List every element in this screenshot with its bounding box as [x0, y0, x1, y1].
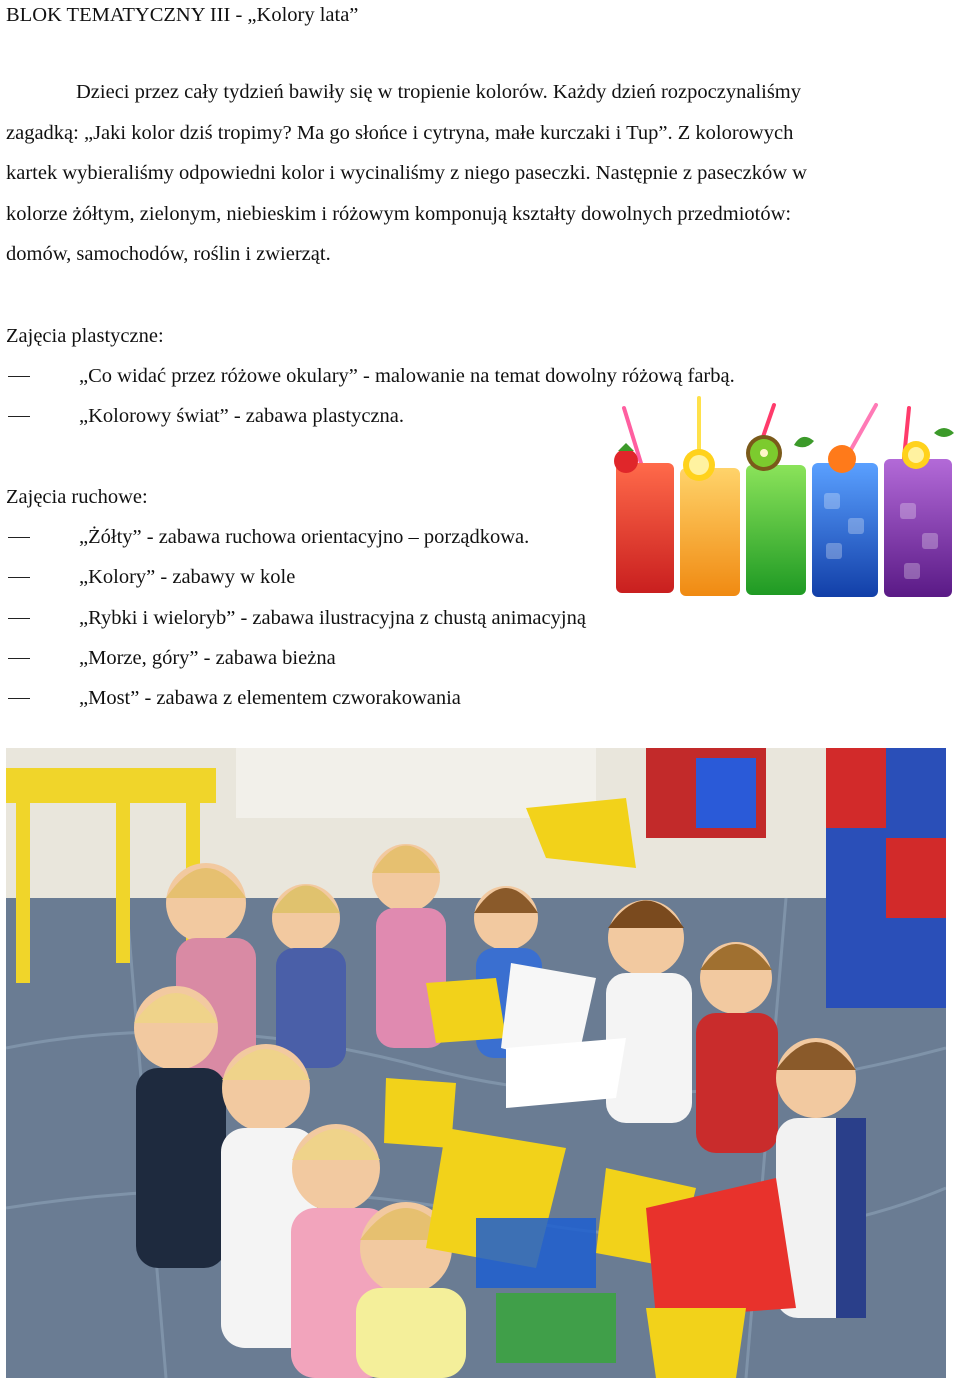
dash-bullet: [8, 618, 30, 619]
dash-bullet: [8, 698, 30, 699]
dash-bullet: [8, 658, 30, 659]
dash-bullet: [8, 416, 30, 417]
art-classes-heading: Zajęcia plastyczne:: [6, 325, 164, 347]
intro-line-1: Dzieci przez cały tydzień bawiły się w tropienie kolorów. Każdy dzień rozpoczynaliśmy: [76, 81, 802, 103]
dash-bullet: [8, 537, 30, 538]
intro-line-5: domów, samochodów, roślin i zwierząt.: [6, 243, 331, 265]
intro-line-2: zagadką: „Jaki kolor dziś tropimy? Ma go słońce i cytryna, małe kurczaki i Tup”. Z kolorowych: [6, 121, 794, 144]
movement-classes-heading: Zajęcia ruchowe:: [6, 486, 148, 508]
dash-bullet: [8, 577, 30, 578]
page-title: BLOK TEMATYCZNY III - „Kolory lata”: [6, 4, 359, 26]
intro-paragraph: [6, 72, 954, 275]
dash-bullet: [8, 376, 30, 377]
intro-line-4: kolorze żółtym, zielonym, niebieskim i różowym komponują kształty dowolnych przedmiotów:: [6, 202, 792, 225]
intro-line-3: kartek wybieraliśmy odpowiedni kolor i wycinaliśmy z niego paseczki. Następnie z paseczków w: [6, 162, 807, 184]
classroom-photo: [6, 748, 946, 1378]
colorful-drinks-image: [604, 393, 958, 601]
